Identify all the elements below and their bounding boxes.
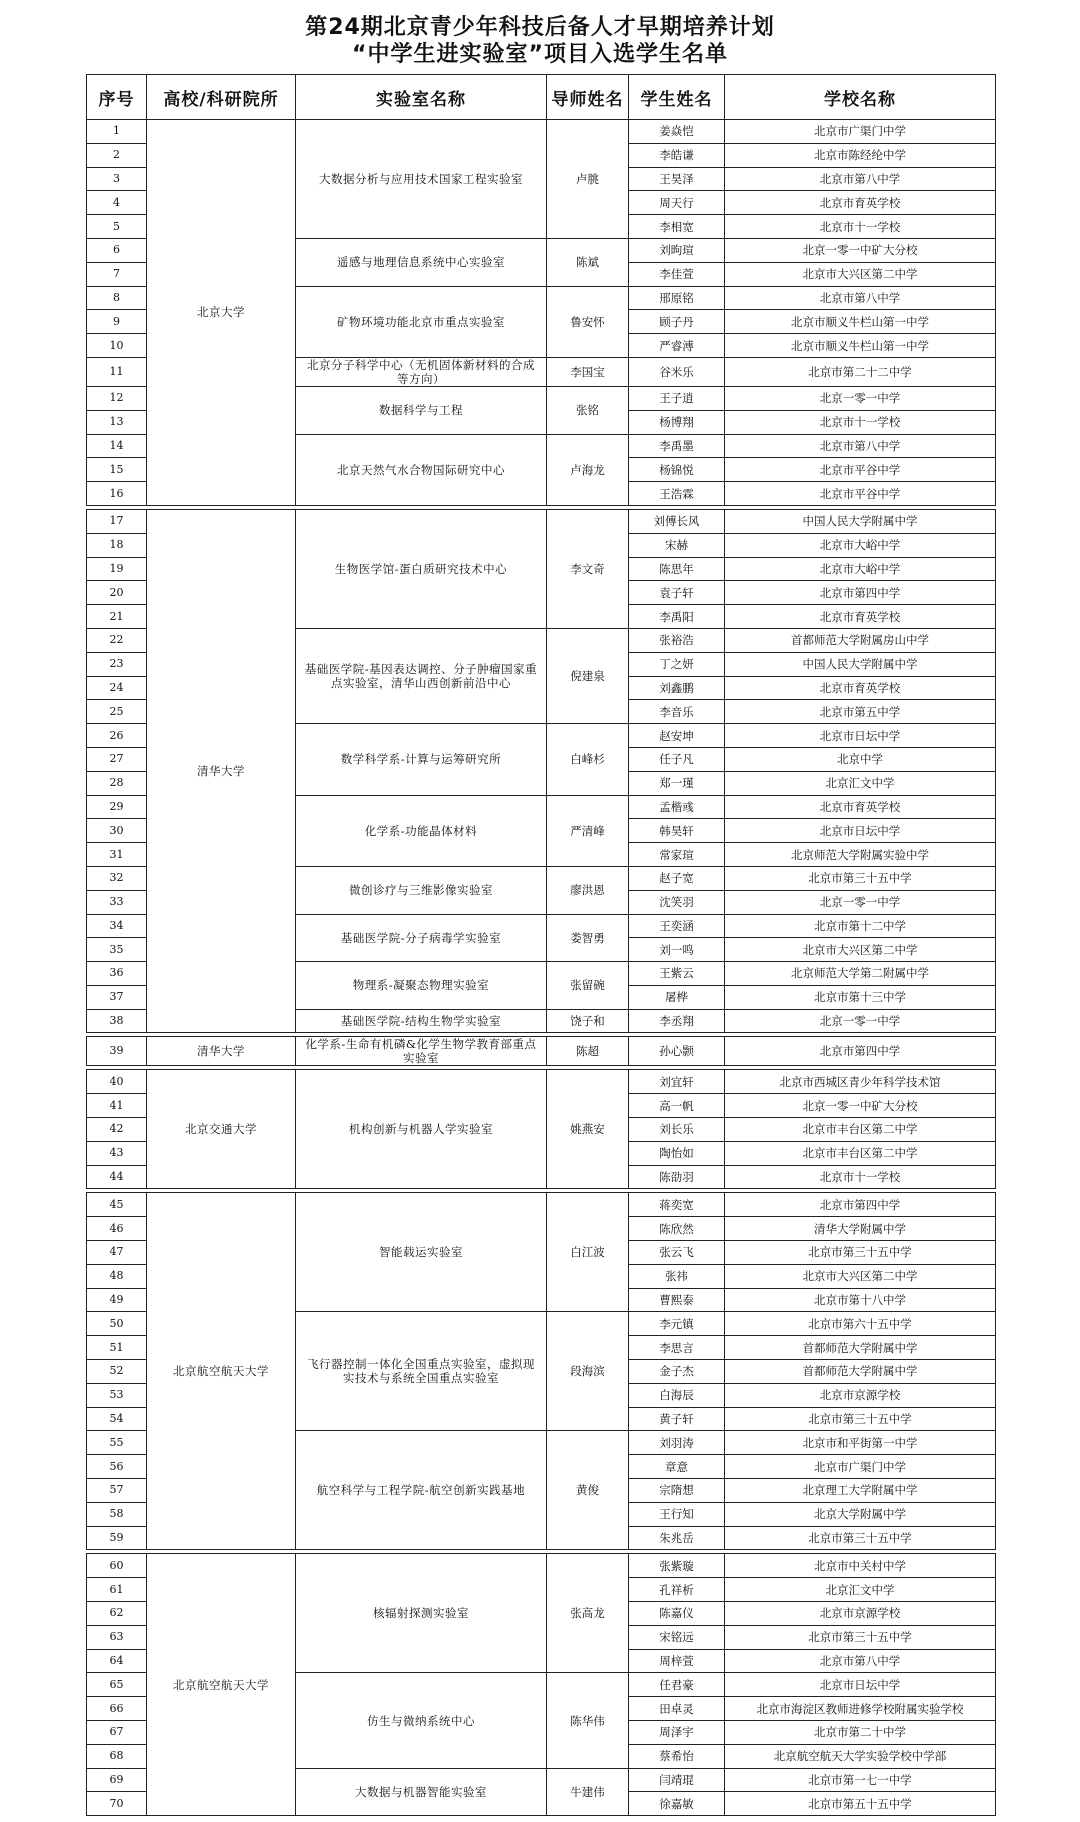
school-name-cell: 中国人民大学附属中学 xyxy=(725,509,996,533)
school-name-cell: 北京市育英学校 xyxy=(725,676,996,700)
header-school: 学校名称 xyxy=(725,75,996,120)
school-name-cell: 北京市京源学校 xyxy=(725,1602,996,1626)
row-number: 19 xyxy=(87,557,147,581)
lab-name-cell: 飞行器控制一体化全国重点实验室，虚拟现实技术与系统全国重点实验室 xyxy=(296,1312,547,1431)
school-name-cell: 北京师范大学第二附属中学 xyxy=(725,962,996,986)
row-number: 67 xyxy=(87,1721,147,1745)
school-name-cell: 北京市第三十五中学 xyxy=(725,1526,996,1550)
school-name-cell: 北京市育英学校 xyxy=(725,605,996,629)
school-name-cell: 首都师范大学附属中学 xyxy=(725,1336,996,1360)
mentor-cell: 陈斌 xyxy=(547,238,629,286)
student-name-cell: 袁子轩 xyxy=(629,581,725,605)
row-number: 41 xyxy=(87,1094,147,1118)
student-name-cell: 杨博翔 xyxy=(629,410,725,434)
mentor-cell: 张铭 xyxy=(547,386,629,434)
school-name-cell: 北京市平谷中学 xyxy=(725,458,996,482)
student-name-cell: 陈欣然 xyxy=(629,1217,725,1241)
school-name-cell: 北京市育英学校 xyxy=(725,795,996,819)
school-name-cell: 北京市第二十二中学 xyxy=(725,357,996,386)
row-number: 9 xyxy=(87,310,147,334)
row-number: 37 xyxy=(87,985,147,1009)
student-name-cell: 李音乐 xyxy=(629,700,725,724)
student-name-cell: 李丞翔 xyxy=(629,1009,725,1033)
school-name-cell: 北京市陈经纶中学 xyxy=(725,143,996,167)
student-name-cell: 宗隋想 xyxy=(629,1479,725,1503)
school-name-cell: 北京市大兴区第二中学 xyxy=(725,938,996,962)
student-name-cell: 宋赫 xyxy=(629,533,725,557)
row-number: 16 xyxy=(87,482,147,506)
header-lab: 实验室名称 xyxy=(296,75,547,120)
student-name-cell: 周泽宇 xyxy=(629,1721,725,1745)
student-name-cell: 刘一鸣 xyxy=(629,938,725,962)
row-number: 38 xyxy=(87,1009,147,1033)
student-name-cell: 李禹墨 xyxy=(629,434,725,458)
student-name-cell: 谷米乐 xyxy=(629,357,725,386)
student-roster-table xyxy=(86,74,996,1816)
mentor-cell: 张高龙 xyxy=(547,1554,629,1673)
school-name-cell: 北京市第八中学 xyxy=(725,1649,996,1673)
student-name-cell: 王奕涵 xyxy=(629,914,725,938)
table-body xyxy=(87,120,996,1816)
row-number: 2 xyxy=(87,143,147,167)
row-number: 24 xyxy=(87,676,147,700)
student-name-cell: 任子凡 xyxy=(629,747,725,771)
row-number: 3 xyxy=(87,167,147,191)
student-name-cell: 黄子轩 xyxy=(629,1407,725,1431)
school-name-cell: 北京市西城区青少年科学技术馆 xyxy=(725,1070,996,1094)
lab-name-cell: 仿生与微纳系统中心 xyxy=(296,1673,547,1768)
student-name-cell: 赵子宽 xyxy=(629,866,725,890)
table-row xyxy=(87,1037,996,1066)
lab-name-cell: 物理系-凝聚态物理实验室 xyxy=(296,962,547,1010)
row-number: 48 xyxy=(87,1264,147,1288)
mentor-cell: 白峰杉 xyxy=(547,724,629,795)
mentor-cell: 张留碗 xyxy=(547,962,629,1010)
lab-name-cell: 大数据与机器智能实验室 xyxy=(296,1768,547,1816)
school-name-cell: 北京汇文中学 xyxy=(725,1578,996,1602)
row-number: 5 xyxy=(87,215,147,239)
student-name-cell: 曹熙泰 xyxy=(629,1288,725,1312)
mentor-cell: 白江波 xyxy=(547,1193,629,1312)
school-name-cell: 北京市第三十五中学 xyxy=(725,1407,996,1431)
lab-name-cell: 化学系-功能晶体材料 xyxy=(296,795,547,866)
row-number: 15 xyxy=(87,458,147,482)
student-name-cell: 刘傅长风 xyxy=(629,509,725,533)
row-number: 29 xyxy=(87,795,147,819)
student-name-cell: 姜焱恺 xyxy=(629,120,725,144)
mentor-cell: 娄智勇 xyxy=(547,914,629,962)
student-name-cell: 王行知 xyxy=(629,1502,725,1526)
student-name-cell: 刘长乐 xyxy=(629,1118,725,1142)
header-index: 序号 xyxy=(87,75,147,120)
school-name-cell: 北京市广渠门中学 xyxy=(725,1455,996,1479)
student-name-cell: 蔡希怡 xyxy=(629,1744,725,1768)
school-name-cell: 首都师范大学附属中学 xyxy=(725,1360,996,1384)
row-number: 56 xyxy=(87,1455,147,1479)
school-name-cell: 北京市第三十五中学 xyxy=(725,1625,996,1649)
row-number: 50 xyxy=(87,1312,147,1336)
school-name-cell: 北京市第八中学 xyxy=(725,167,996,191)
row-number: 40 xyxy=(87,1070,147,1094)
lab-name-cell: 基础医学院-基因表达调控、分子肿瘤国家重点实验室，清华山西创新前沿中心 xyxy=(296,628,547,723)
institution-cell: 北京航空航天大学 xyxy=(147,1193,296,1550)
mentor-cell: 姚燕安 xyxy=(547,1070,629,1189)
school-name-cell: 北京市第八中学 xyxy=(725,286,996,310)
row-number: 25 xyxy=(87,700,147,724)
row-number: 43 xyxy=(87,1141,147,1165)
student-name-cell: 李思言 xyxy=(629,1336,725,1360)
student-name-cell: 周天行 xyxy=(629,191,725,215)
student-name-cell: 孔祥析 xyxy=(629,1578,725,1602)
student-name-cell: 李相宽 xyxy=(629,215,725,239)
lab-name-cell: 机构创新与机器人学实验室 xyxy=(296,1070,547,1189)
row-number: 39 xyxy=(87,1037,147,1066)
row-number: 18 xyxy=(87,533,147,557)
school-name-cell: 北京市京源学校 xyxy=(725,1383,996,1407)
page-title: 第24期北京青少年科技后备人才早期培养计划 xyxy=(305,15,775,40)
lab-name-cell: 基础医学院-结构生物学实验室 xyxy=(296,1009,547,1033)
school-name-cell: 北京市日坛中学 xyxy=(725,819,996,843)
student-name-cell: 李禹阳 xyxy=(629,605,725,629)
school-name-cell: 北京市大峪中学 xyxy=(725,533,996,557)
lab-name-cell: 核辐射探测实验室 xyxy=(296,1554,547,1673)
row-number: 31 xyxy=(87,843,147,867)
row-number: 34 xyxy=(87,914,147,938)
institution-cell: 北京交通大学 xyxy=(147,1070,296,1189)
row-number: 13 xyxy=(87,410,147,434)
mentor-cell: 饶子和 xyxy=(547,1009,629,1033)
school-name-cell: 北京中学 xyxy=(725,747,996,771)
header-mentor: 导师姓名 xyxy=(547,75,629,120)
school-name-cell: 北京市第八中学 xyxy=(725,434,996,458)
row-number: 59 xyxy=(87,1526,147,1550)
student-name-cell: 田卓灵 xyxy=(629,1697,725,1721)
student-name-cell: 张祎 xyxy=(629,1264,725,1288)
student-name-cell: 丁之妍 xyxy=(629,652,725,676)
school-name-cell: 北京航空航天大学实验学校中学部 xyxy=(725,1744,996,1768)
mentor-cell: 牛建伟 xyxy=(547,1768,629,1816)
header-institution: 高校/科研院所 xyxy=(147,75,296,120)
school-name-cell: 北京师范大学附属实验中学 xyxy=(725,843,996,867)
school-name-cell: 北京市第三十五中学 xyxy=(725,1241,996,1265)
row-number: 68 xyxy=(87,1744,147,1768)
school-name-cell: 北京市育英学校 xyxy=(725,191,996,215)
student-name-cell: 闫靖琨 xyxy=(629,1768,725,1792)
row-number: 32 xyxy=(87,866,147,890)
school-name-cell: 北京市第六十五中学 xyxy=(725,1312,996,1336)
row-number: 17 xyxy=(87,509,147,533)
mentor-cell: 卢朓 xyxy=(547,120,629,239)
student-name-cell: 张紫璇 xyxy=(629,1554,725,1578)
student-name-cell: 陈劭羽 xyxy=(629,1165,725,1189)
student-name-cell: 孟楷彧 xyxy=(629,795,725,819)
lab-name-cell: 大数据分析与应用技术国家工程实验室 xyxy=(296,120,547,239)
mentor-cell: 廖洪恩 xyxy=(547,866,629,914)
row-number: 54 xyxy=(87,1407,147,1431)
row-number: 30 xyxy=(87,819,147,843)
school-name-cell: 北京市大峪中学 xyxy=(725,557,996,581)
row-number: 23 xyxy=(87,652,147,676)
row-number: 64 xyxy=(87,1649,147,1673)
school-name-cell: 北京市十一学校 xyxy=(725,410,996,434)
row-number: 53 xyxy=(87,1383,147,1407)
student-name-cell: 朱兆岳 xyxy=(629,1526,725,1550)
school-name-cell: 北京理工大学附属中学 xyxy=(725,1479,996,1503)
mentor-cell: 鲁安怀 xyxy=(547,286,629,357)
student-name-cell: 郑一瑾 xyxy=(629,771,725,795)
school-name-cell: 北京一零一中矿大分校 xyxy=(725,238,996,262)
student-name-cell: 蒋奕宽 xyxy=(629,1193,725,1217)
table-row xyxy=(87,1070,996,1094)
student-name-cell: 张裕浩 xyxy=(629,628,725,652)
student-name-cell: 杨锦悦 xyxy=(629,458,725,482)
school-name-cell: 北京市第四中学 xyxy=(725,581,996,605)
school-name-cell: 北京一零一中矿大分校 xyxy=(725,1094,996,1118)
school-name-cell: 北京市第一七一中学 xyxy=(725,1768,996,1792)
student-name-cell: 陈思年 xyxy=(629,557,725,581)
row-number: 65 xyxy=(87,1673,147,1697)
school-name-cell: 北京市顺义牛栏山第一中学 xyxy=(725,310,996,334)
school-name-cell: 北京市十一学校 xyxy=(725,1165,996,1189)
row-number: 21 xyxy=(87,605,147,629)
row-number: 7 xyxy=(87,262,147,286)
student-name-cell: 常家瑄 xyxy=(629,843,725,867)
lab-name-cell: 数学科学系-计算与运筹研究所 xyxy=(296,724,547,795)
row-number: 52 xyxy=(87,1360,147,1384)
school-name-cell: 北京市第十二中学 xyxy=(725,914,996,938)
lab-name-cell: 化学系-生命有机磷&化学生物学教育部重点实验室 xyxy=(296,1037,547,1066)
row-number: 36 xyxy=(87,962,147,986)
student-name-cell: 刘昫瑄 xyxy=(629,238,725,262)
student-name-cell: 王子逍 xyxy=(629,386,725,410)
school-name-cell: 北京市丰台区第二中学 xyxy=(725,1118,996,1142)
school-name-cell: 北京市大兴区第二中学 xyxy=(725,1264,996,1288)
row-number: 22 xyxy=(87,628,147,652)
mentor-cell: 倪建泉 xyxy=(547,628,629,723)
lab-name-cell: 矿物环境功能北京市重点实验室 xyxy=(296,286,547,357)
row-number: 10 xyxy=(87,334,147,358)
school-name-cell: 北京市第十三中学 xyxy=(725,985,996,1009)
lab-name-cell: 北京分子科学中心（无机固体新材料的合成等方向） xyxy=(296,357,547,386)
row-number: 8 xyxy=(87,286,147,310)
student-name-cell: 刘鑫鹏 xyxy=(629,676,725,700)
mentor-cell: 段海滨 xyxy=(547,1312,629,1431)
student-name-cell: 邢原铭 xyxy=(629,286,725,310)
row-number: 55 xyxy=(87,1431,147,1455)
row-number: 63 xyxy=(87,1625,147,1649)
lab-name-cell: 智能载运实验室 xyxy=(296,1193,547,1312)
row-number: 62 xyxy=(87,1602,147,1626)
student-name-cell: 刘宜轩 xyxy=(629,1070,725,1094)
row-number: 60 xyxy=(87,1554,147,1578)
student-name-cell: 高一帆 xyxy=(629,1094,725,1118)
school-name-cell: 北京汇文中学 xyxy=(725,771,996,795)
school-name-cell: 北京市日坛中学 xyxy=(725,1673,996,1697)
row-number: 14 xyxy=(87,434,147,458)
row-number: 35 xyxy=(87,938,147,962)
row-number: 42 xyxy=(87,1118,147,1142)
table-row xyxy=(87,1193,996,1217)
row-number: 11 xyxy=(87,357,147,386)
school-name-cell: 北京市顺义牛栏山第一中学 xyxy=(725,334,996,358)
row-number: 66 xyxy=(87,1697,147,1721)
school-name-cell: 北京市海淀区教师进修学校附属实验学校 xyxy=(725,1697,996,1721)
row-number: 4 xyxy=(87,191,147,215)
page-subtitle: “中学生进实验室”项目入选学生名单 xyxy=(352,42,728,67)
student-name-cell: 沈笑羽 xyxy=(629,890,725,914)
row-number: 45 xyxy=(87,1193,147,1217)
student-name-cell: 李元镇 xyxy=(629,1312,725,1336)
title-block xyxy=(0,14,1080,68)
lab-name-cell: 微创诊疗与三维影像实验室 xyxy=(296,866,547,914)
school-name-cell: 北京市丰台区第二中学 xyxy=(725,1141,996,1165)
mentor-cell: 陈超 xyxy=(547,1037,629,1066)
school-name-cell: 北京市十一学校 xyxy=(725,215,996,239)
school-name-cell: 北京市第五十五中学 xyxy=(725,1792,996,1816)
mentor-cell: 李国宝 xyxy=(547,357,629,386)
lab-name-cell: 生物医学馆-蛋白质研究技术中心 xyxy=(296,509,547,628)
table-row xyxy=(87,1554,996,1578)
row-number: 6 xyxy=(87,238,147,262)
school-name-cell: 北京市和平街第一中学 xyxy=(725,1431,996,1455)
student-name-cell: 刘羽涛 xyxy=(629,1431,725,1455)
institution-cell: 北京大学 xyxy=(147,120,296,506)
school-name-cell: 北京市大兴区第二中学 xyxy=(725,262,996,286)
table-row xyxy=(87,509,996,533)
lab-name-cell: 北京天然气水合物国际研究中心 xyxy=(296,434,547,505)
table-row xyxy=(87,120,996,144)
row-number: 58 xyxy=(87,1502,147,1526)
student-name-cell: 赵安坤 xyxy=(629,724,725,748)
mentor-cell: 陈华伟 xyxy=(547,1673,629,1768)
student-name-cell: 徐嘉敏 xyxy=(629,1792,725,1816)
school-name-cell: 中国人民大学附属中学 xyxy=(725,652,996,676)
student-name-cell: 白海辰 xyxy=(629,1383,725,1407)
student-name-cell: 陶怡如 xyxy=(629,1141,725,1165)
row-number: 51 xyxy=(87,1336,147,1360)
row-number: 12 xyxy=(87,386,147,410)
school-name-cell: 北京市第四中学 xyxy=(725,1037,996,1066)
row-number: 28 xyxy=(87,771,147,795)
row-number: 61 xyxy=(87,1578,147,1602)
mentor-cell: 卢海龙 xyxy=(547,434,629,505)
row-number: 26 xyxy=(87,724,147,748)
student-name-cell: 严睿溥 xyxy=(629,334,725,358)
table-header-row xyxy=(87,75,996,120)
school-name-cell: 北京市广渠门中学 xyxy=(725,120,996,144)
lab-name-cell: 数据科学与工程 xyxy=(296,386,547,434)
lab-name-cell: 基础医学院-分子病毒学实验室 xyxy=(296,914,547,962)
school-name-cell: 北京大学附属中学 xyxy=(725,1502,996,1526)
row-number: 49 xyxy=(87,1288,147,1312)
student-name-cell: 任君豪 xyxy=(629,1673,725,1697)
student-name-cell: 顾子丹 xyxy=(629,310,725,334)
mentor-cell: 黄俊 xyxy=(547,1431,629,1550)
student-name-cell: 张云飞 xyxy=(629,1241,725,1265)
row-number: 70 xyxy=(87,1792,147,1816)
student-name-cell: 章意 xyxy=(629,1455,725,1479)
row-number: 69 xyxy=(87,1768,147,1792)
lab-name-cell: 遥感与地理信息系统中心实验室 xyxy=(296,238,547,286)
header-student: 学生姓名 xyxy=(629,75,725,120)
row-number: 47 xyxy=(87,1241,147,1265)
school-name-cell: 清华大学附属中学 xyxy=(725,1217,996,1241)
row-number: 1 xyxy=(87,120,147,144)
row-number: 46 xyxy=(87,1217,147,1241)
student-name-cell: 金子杰 xyxy=(629,1360,725,1384)
student-name-cell: 王紫云 xyxy=(629,962,725,986)
school-name-cell: 北京市第十八中学 xyxy=(725,1288,996,1312)
school-name-cell: 北京市平谷中学 xyxy=(725,482,996,506)
student-name-cell: 李皓谦 xyxy=(629,143,725,167)
row-number: 57 xyxy=(87,1479,147,1503)
institution-cell: 北京航空航天大学 xyxy=(147,1554,296,1816)
school-name-cell: 北京一零一中学 xyxy=(725,1009,996,1033)
school-name-cell: 北京市第四中学 xyxy=(725,1193,996,1217)
student-name-cell: 孙心颢 xyxy=(629,1037,725,1066)
student-name-cell: 宋铭远 xyxy=(629,1625,725,1649)
student-name-cell: 韩昊轩 xyxy=(629,819,725,843)
student-name-cell: 屠桦 xyxy=(629,985,725,1009)
school-name-cell: 北京市第二十中学 xyxy=(725,1721,996,1745)
school-name-cell: 北京一零一中学 xyxy=(725,386,996,410)
student-name-cell: 陈嘉仪 xyxy=(629,1602,725,1626)
mentor-cell: 李文奇 xyxy=(547,509,629,628)
school-name-cell: 北京市第三十五中学 xyxy=(725,866,996,890)
student-name-cell: 周梓萱 xyxy=(629,1649,725,1673)
lab-name-cell: 航空科学与工程学院-航空创新实践基地 xyxy=(296,1431,547,1550)
mentor-cell: 严清峰 xyxy=(547,795,629,866)
institution-cell: 清华大学 xyxy=(147,1037,296,1066)
row-number: 33 xyxy=(87,890,147,914)
school-name-cell: 首都师范大学附属房山中学 xyxy=(725,628,996,652)
student-name-cell: 李佳萱 xyxy=(629,262,725,286)
row-number: 27 xyxy=(87,747,147,771)
school-name-cell: 北京市中关村中学 xyxy=(725,1554,996,1578)
school-name-cell: 北京市第五中学 xyxy=(725,700,996,724)
institution-cell: 清华大学 xyxy=(147,509,296,1033)
student-name-cell: 王浩霖 xyxy=(629,482,725,506)
school-name-cell: 北京市日坛中学 xyxy=(725,724,996,748)
student-name-cell: 王昊泽 xyxy=(629,167,725,191)
row-number: 20 xyxy=(87,581,147,605)
row-number: 44 xyxy=(87,1165,147,1189)
school-name-cell: 北京一零一中学 xyxy=(725,890,996,914)
